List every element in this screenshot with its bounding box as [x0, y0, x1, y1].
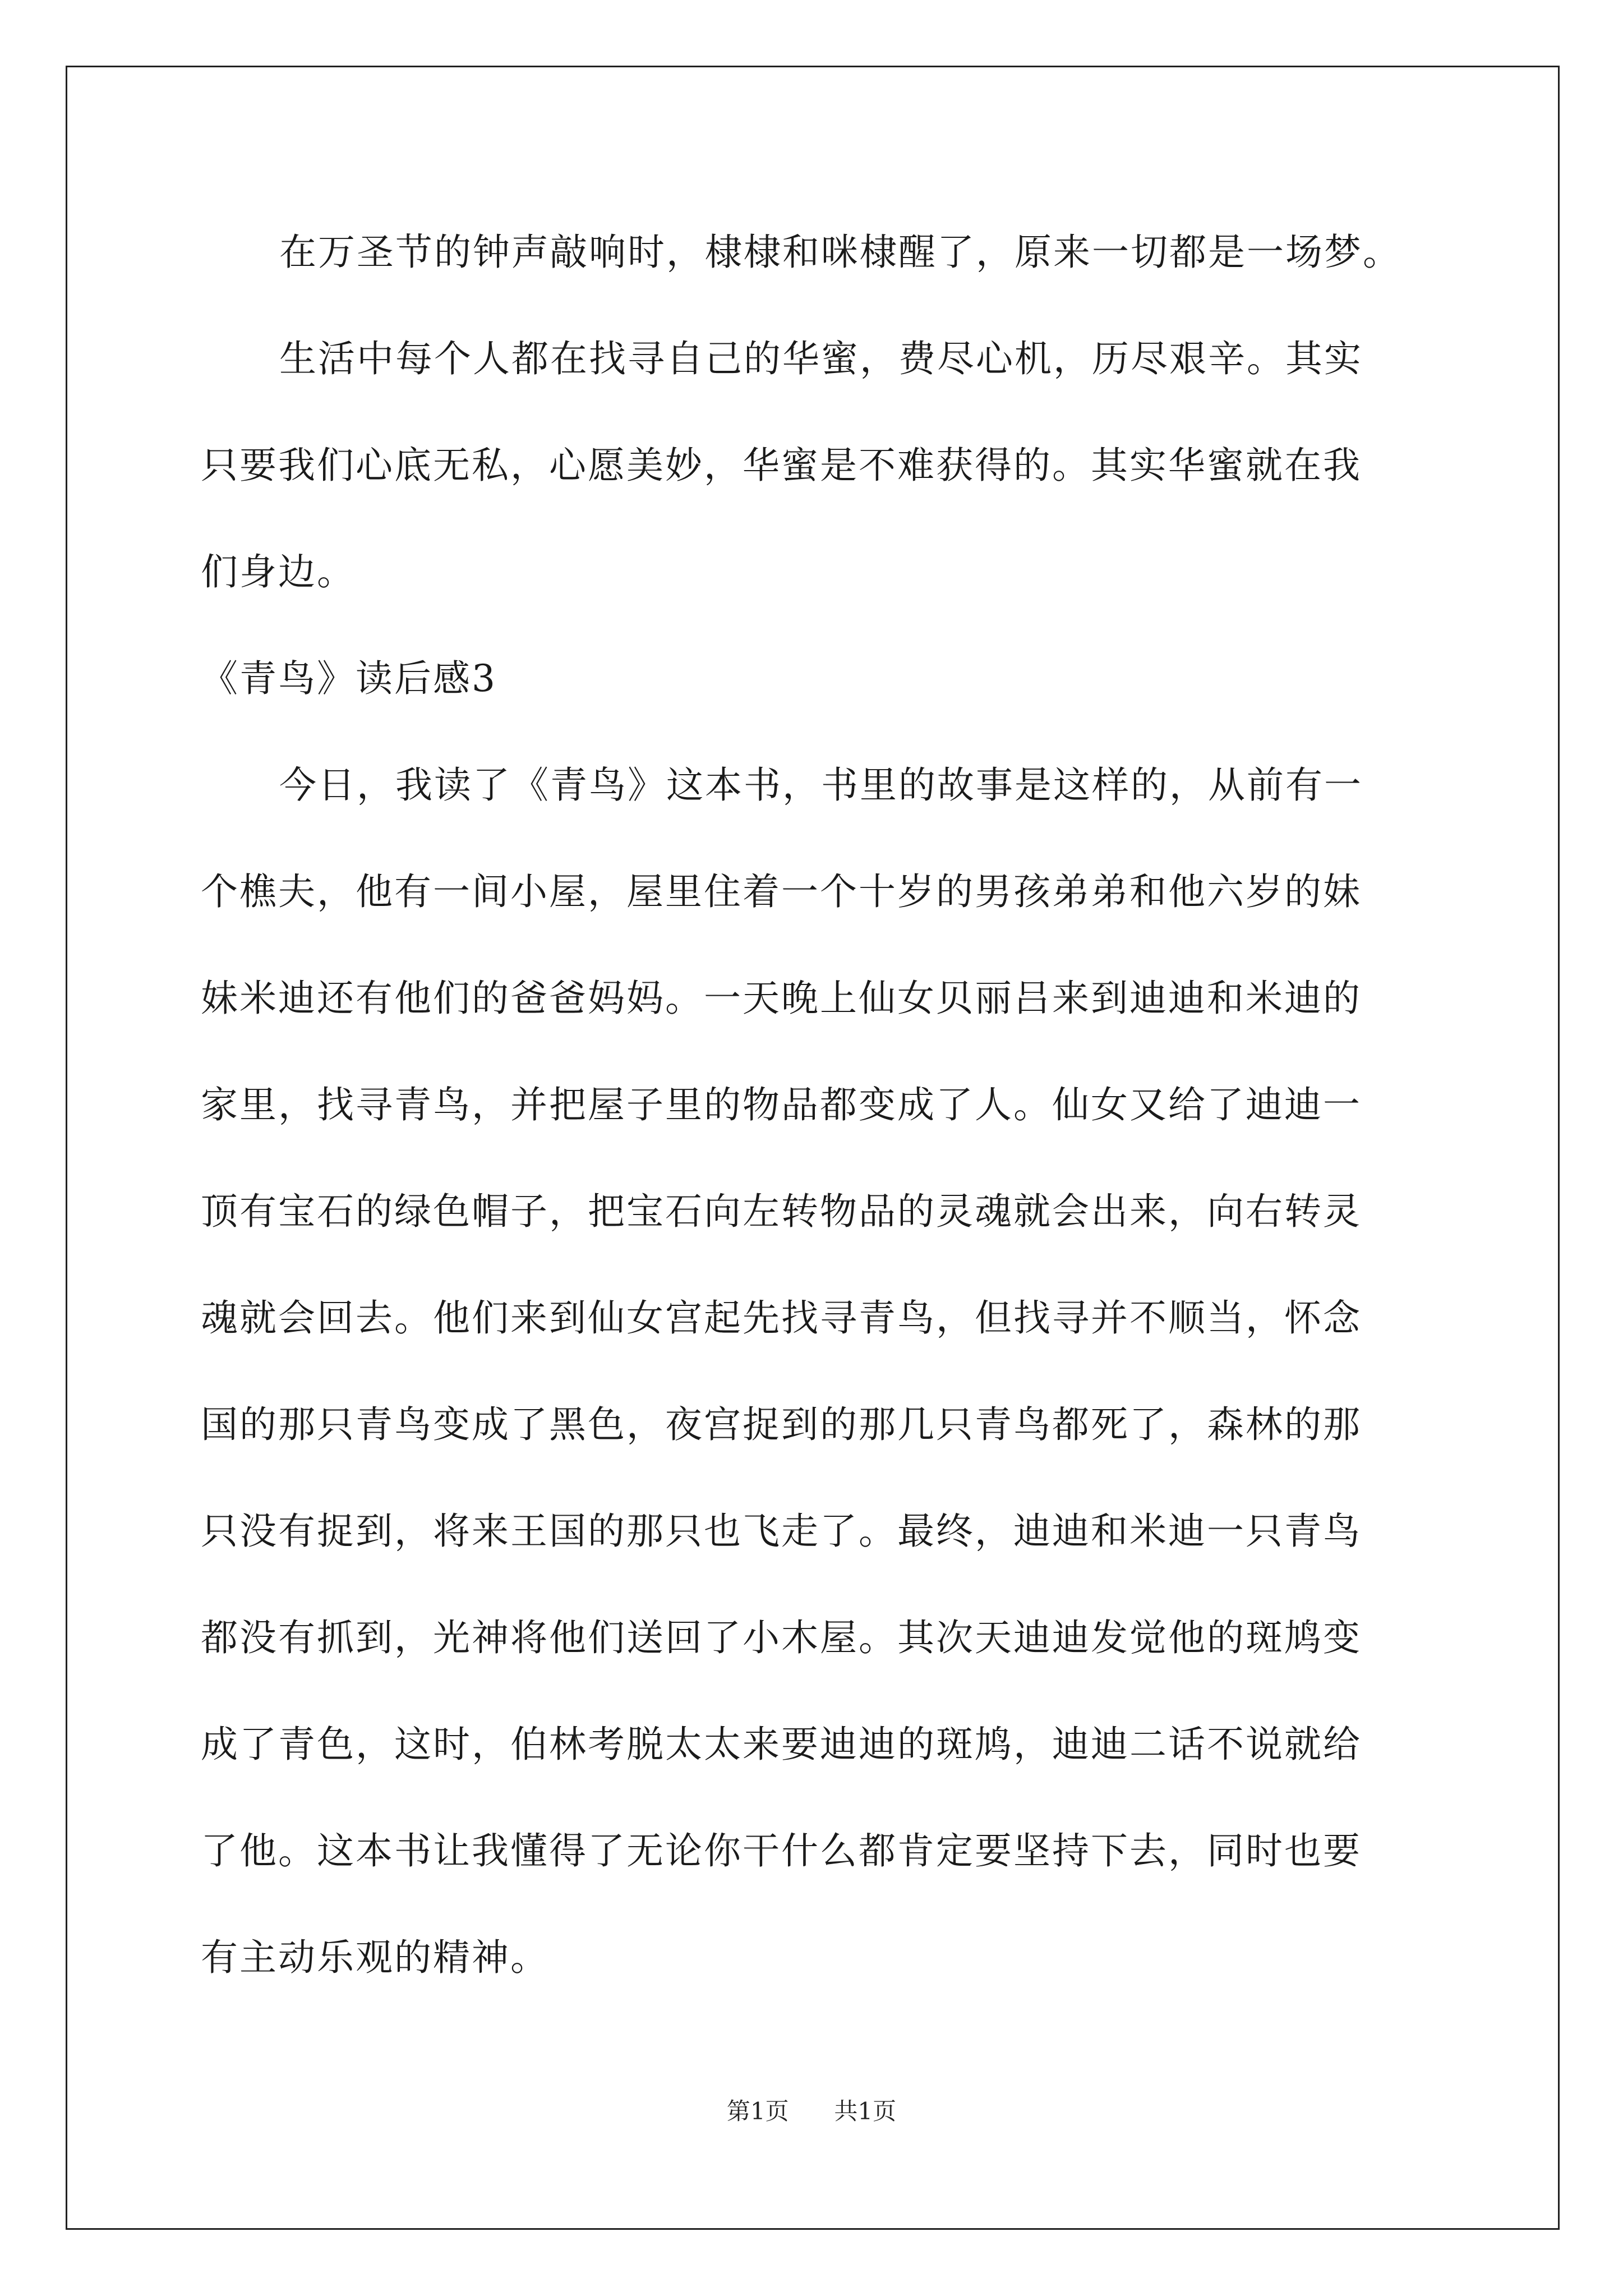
paragraph-3-line-9: 都没有抓到，光神将他们送回了小木屋。其次天迪迪发觉他的斑鸠变 [201, 1616, 1362, 1659]
paragraph-2-line-1: 生活中每个人都在找寻自己的华蜜，费尽心机，历尽艰辛。其实 [279, 337, 1363, 380]
paragraph-3-line-1: 今日，我读了《青鸟》这本书，书里的故事是这样的，从前有一 [279, 763, 1363, 807]
paragraph-3-line-12: 有主动乐观的精神。 [201, 1936, 549, 1979]
paragraph-2-line-3: 们身边。 [201, 550, 356, 593]
total-pages: 共1页 [834, 2097, 897, 2125]
paragraph-3-line-7: 国的那只青鸟变成了黑色，夜宫捉到的那几只青鸟都死了，森林的那 [201, 1403, 1362, 1446]
page-number: 第1页 [726, 2097, 789, 2125]
paragraph-3-line-6: 魂就会回去。他们来到仙女宫起先找寻青鸟，但找寻并不顺当，怀念 [201, 1296, 1362, 1340]
paragraph-3-line-4: 家里，找寻青鸟，并把屋子里的物品都变成了人。仙女又给了迪迪一 [201, 1083, 1362, 1126]
paragraph-2-line-2: 只要我们心底无私，心愿美妙，华蜜是不难获得的。其实华蜜就在我 [201, 444, 1362, 487]
paragraph-3-line-11: 了他。这本书让我懂得了无论你干什么都肯定要坚持下去，同时也要 [201, 1829, 1362, 1872]
paragraph-3-line-10: 成了青色，这时，伯林考脱太太来要迪迪的斑鸠，迪迪二话不说就给 [201, 1723, 1362, 1766]
paragraph-3-line-3: 妹米迪还有他们的爸爸妈妈。一天晚上仙女贝丽吕来到迪迪和米迪的 [201, 977, 1362, 1020]
paragraph-3-line-8: 只没有捉到，将来王国的那只也飞走了。最终，迪迪和米迪一只青鸟 [201, 1510, 1362, 1553]
paragraph-1-line-1: 在万圣节的钟声敲响时，棣棣和咪棣醒了，原来一切都是一场梦。 [279, 231, 1401, 274]
section-heading: 《青鸟》读后感3 [201, 657, 497, 700]
page-footer [0, 2095, 1623, 2128]
paragraph-3-line-2: 个樵夫，他有一间小屋，屋里住着一个十岁的男孩弟弟和他六岁的妹 [201, 870, 1362, 913]
paragraph-3-line-5: 顶有宝石的绿色帽子，把宝石向左转物品的灵魂就会出来，向右转灵 [201, 1190, 1362, 1233]
